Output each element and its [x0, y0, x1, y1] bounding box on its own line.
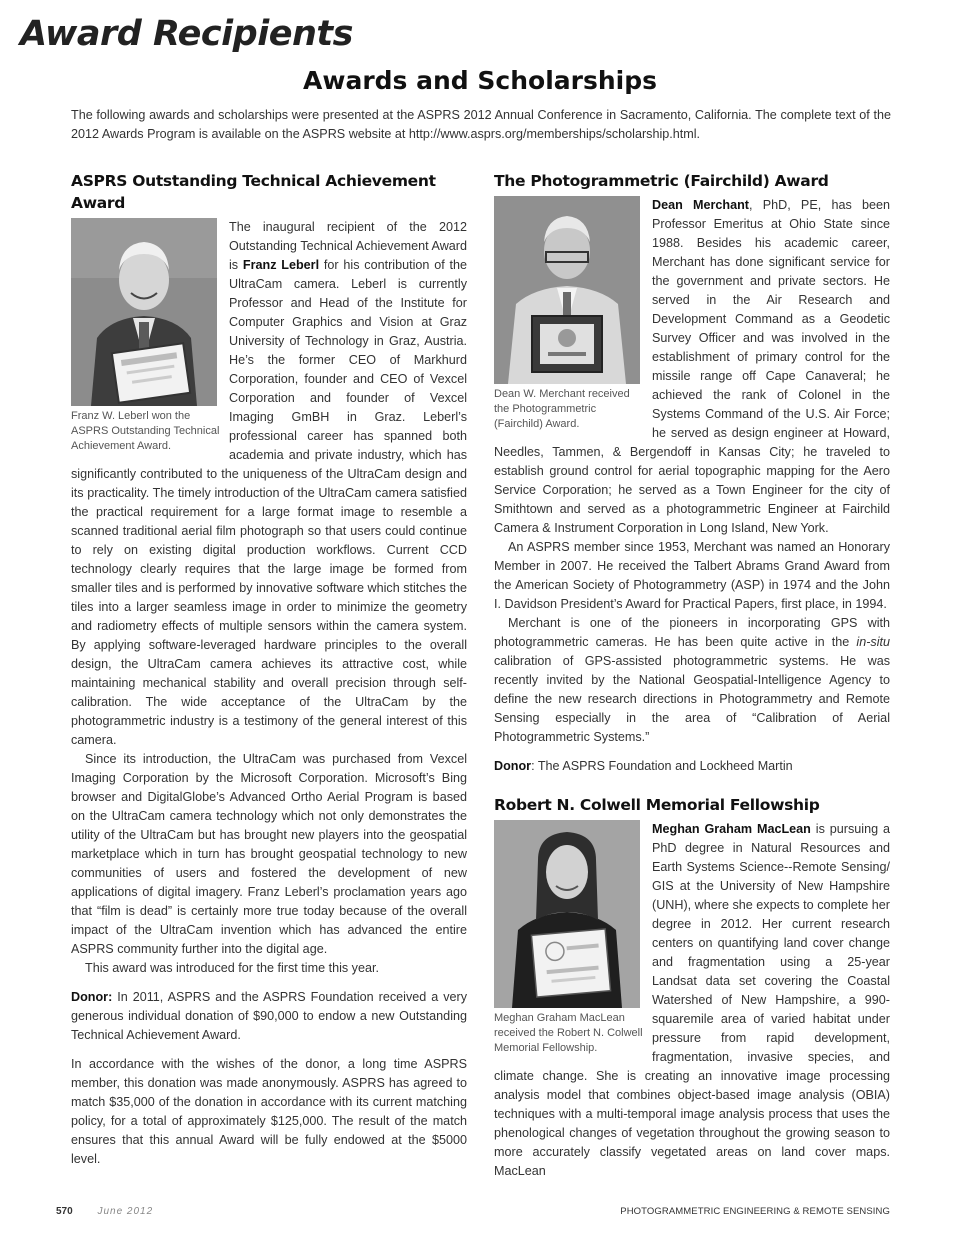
- maclean-caption: Meghan Graham MacLean received the Robert N. Colwell Memorial Fellowship.: [494, 1012, 643, 1054]
- leberl-paragraph-2: Since its introduction, the UltraCam was purchased from Vexcel Imaging Corporation by the Microsoft Corporation. Microsoft’s Bing browser and DigitalGlobe’s Advanced Ortho Aerial Program is based on the UltraCam camera technology which not only demonstrates the utility of the UltraCam but has brought new players into the geospatial marketplace which in turn has brought geospatial technology to new communities of users and fostered the development of new applications of digital imagery. Franz Leberl’s proclamation years ago that “film is dead” is certainly more true today because of the overall impact of the UltraCam invention which has advanced the entire ASPRS community further into the digital age.: [71, 752, 467, 956]
- leberl-figure: [71, 218, 221, 454]
- page-title: Awards and Scholarships: [303, 66, 657, 95]
- leberl-paragraph-5: In accordance with the wishes of the donor, a long time ASPRS member, this donation was made anonymously. ASPRS has agreed to match $35,000 of the donation in accordance with its current matching policy, for a total of approximately $125,000. The result of the match ensures that this annual Award will be fully endowed at the $5000 level.: [71, 1057, 467, 1166]
- leberl-paragraph-3: This award was introduced for the first time this year.: [85, 961, 379, 975]
- merchant-name: Dean Merchant: [652, 198, 749, 212]
- merchant-donor-paragraph: Donor: The ASPRS Foundation and Lockheed Martin: [494, 759, 793, 773]
- maclean-photo: [494, 820, 640, 1008]
- intro-paragraph: The following awards and scholarships were presented at the ASPRS 2012 Annual Conference in Sacramento, California. The complete text of the 2012 Awards Program is available on the ASPRS website at http://www.asprs.org/memberships/scholarship.html.: [71, 108, 891, 141]
- merchant-figure: [494, 196, 644, 432]
- fairchild-award-title: The Photogrammetric (Fairchild) Award: [494, 172, 829, 190]
- donor-label: Donor: [494, 759, 532, 773]
- issue-date: June 2012: [97, 1206, 154, 1217]
- right-column: [494, 170, 890, 1181]
- leberl-donor-paragraph: Donor: In 2011, ASPRS and the ASPRS Foundation received a very generous individual donation of $90,000 to endow a new Outstanding Technical Achievement Award.: [71, 990, 467, 1042]
- merchant-photo: [494, 196, 640, 384]
- maclean-figure: [494, 820, 644, 1056]
- merchant-caption: Dean W. Merchant received the Photogrammetric (Fairchild) Award.: [494, 388, 630, 430]
- leberl-photo: [71, 218, 217, 406]
- merchant-paragraph-1: Dean Merchant, PhD, PE, has been Professor Emeritus at Ohio State since 1988. Besides his academic career, Merchant has done significant service for the government and private sectors. He served in the Air Research and Development Command as a Geodetic Survey Officer and was involved in the establishment of primary control for the missile range off Cape Canaveral; he achieved the rank of Colonel in the Systems Command of the U.S. Air Force; he served as design engineer at Howard, Needles, Tammen, & Bergendoff in Kansas City; he traveled to establish ground control for aerial topographic mapping for the Aero Service Corporation; he served as a Town Engineer for the city of Smithtown and served as a photogrammetric Engineer at Fairchild Camera & Instrument Corporation in Long Island, New York.: [494, 198, 890, 535]
- technical-achievement-title: ASPRS Outstanding Technical Achievement Award: [71, 172, 436, 212]
- maclean-name: Meghan Graham MacLean: [652, 822, 811, 836]
- leberl-caption: Franz W. Leberl won the ASPRS Outstanding Technical Achievement Award.: [71, 410, 220, 452]
- colwell-fellowship-title: Robert N. Colwell Memorial Fellowship: [494, 796, 820, 814]
- donor-label: Donor:: [71, 990, 113, 1004]
- merchant-paragraph-3: Merchant is one of the pioneers in incorporating GPS with photogrammetric cameras. He has been quite active in the in-situ calibration of GPS-assisted photogrammetric systems. He was recently invited by the National Geospatial-Intelligence Agency to define the new research directions in Photogrammetry and Remote Sensing especially in the area of “Calibration of Aerial Photogrammetric Systems.”: [494, 616, 890, 744]
- page-number: 570: [56, 1206, 73, 1217]
- journal-name: PHOTOGRAMMETRIC ENGINEERING & REMOTE SENSING: [620, 1206, 890, 1217]
- merchant-paragraph-2: An ASPRS member since 1953, Merchant was named an Honorary Member in 2007. He received the Talbert Abrams Grand Award from the American Society of Photogrammetry (ASP) in 1974 and the John I. Davidson President’s Award for Practical Papers, first place, in 1994.: [494, 540, 890, 611]
- section-header: Award Recipients: [20, 14, 353, 54]
- left-column: [71, 170, 467, 1169]
- footer-left: [56, 1206, 153, 1217]
- leberl-paragraph-1: The inaugural recipient of the 2012 Outstanding Technical Achievement Award is Franz Leberl for his contribution of the UltraCam camera. Leberl is currently Professor and Head of the Institute for Computer Graphics and Vision at Graz University of Technology in Graz, Austria. He’s the former CEO of Markhurd Corporation, founder and CEO of Vexcel Corporation and founder of Vexcel Imaging GmBH in Graz. Leberl’s professional career has spanned both academia and private industry, which has significantly contributed to the uniqueness of the UltraCam design and its practicality. The timely introduction of the UltraCam camera satisfied the practical requirement for a large format image to resemble a scanned traditional aerial film photograph so that users could continue to rely on existing digital production workflows. Current CCD technology clearly requires that the large image be formed from smaller tiles and is performed by innovative software which stitches the tiles into a larger seamless image in order to minimize the geometry and radiometry effects of multiple sensors within the camera system. By applying software-leveraged hardware principles to the overall design, the UltraCam camera achieves its attractive cost, while maintaining mechanical stability and overall precision through self-calibration. The wide acceptance of the UltraCam by the photogrammetric industry is a testimony of the general interest of this camera.: [71, 220, 467, 747]
- maclean-paragraph-1: Meghan Graham MacLean is pursuing a PhD degree in Natural Resources and Earth Systems Science--Remote Sensing/ GIS at the University of New Hampshire (UNH), where she expects to complete her degree in 2012. Her current research centers on quantifying land cover change and fragmentation using a 25-year Landsat data set covering the Coastal Watershed of New Hampshire, a 990-squaremile area of varied habitat under pressure from rapid development, fragmentation, invasive species, and climate change. She is creating an innovative image processing analysis model that combines object-based image analysis (OBIA) techniques with a multi-temporal image analysis process that uses the phenological changes of vegetation throughout the growing season to more accurately classify vegetated areas on land cover maps. MacLean: [494, 822, 890, 1178]
- leberl-name: Franz Leberl: [242, 258, 320, 272]
